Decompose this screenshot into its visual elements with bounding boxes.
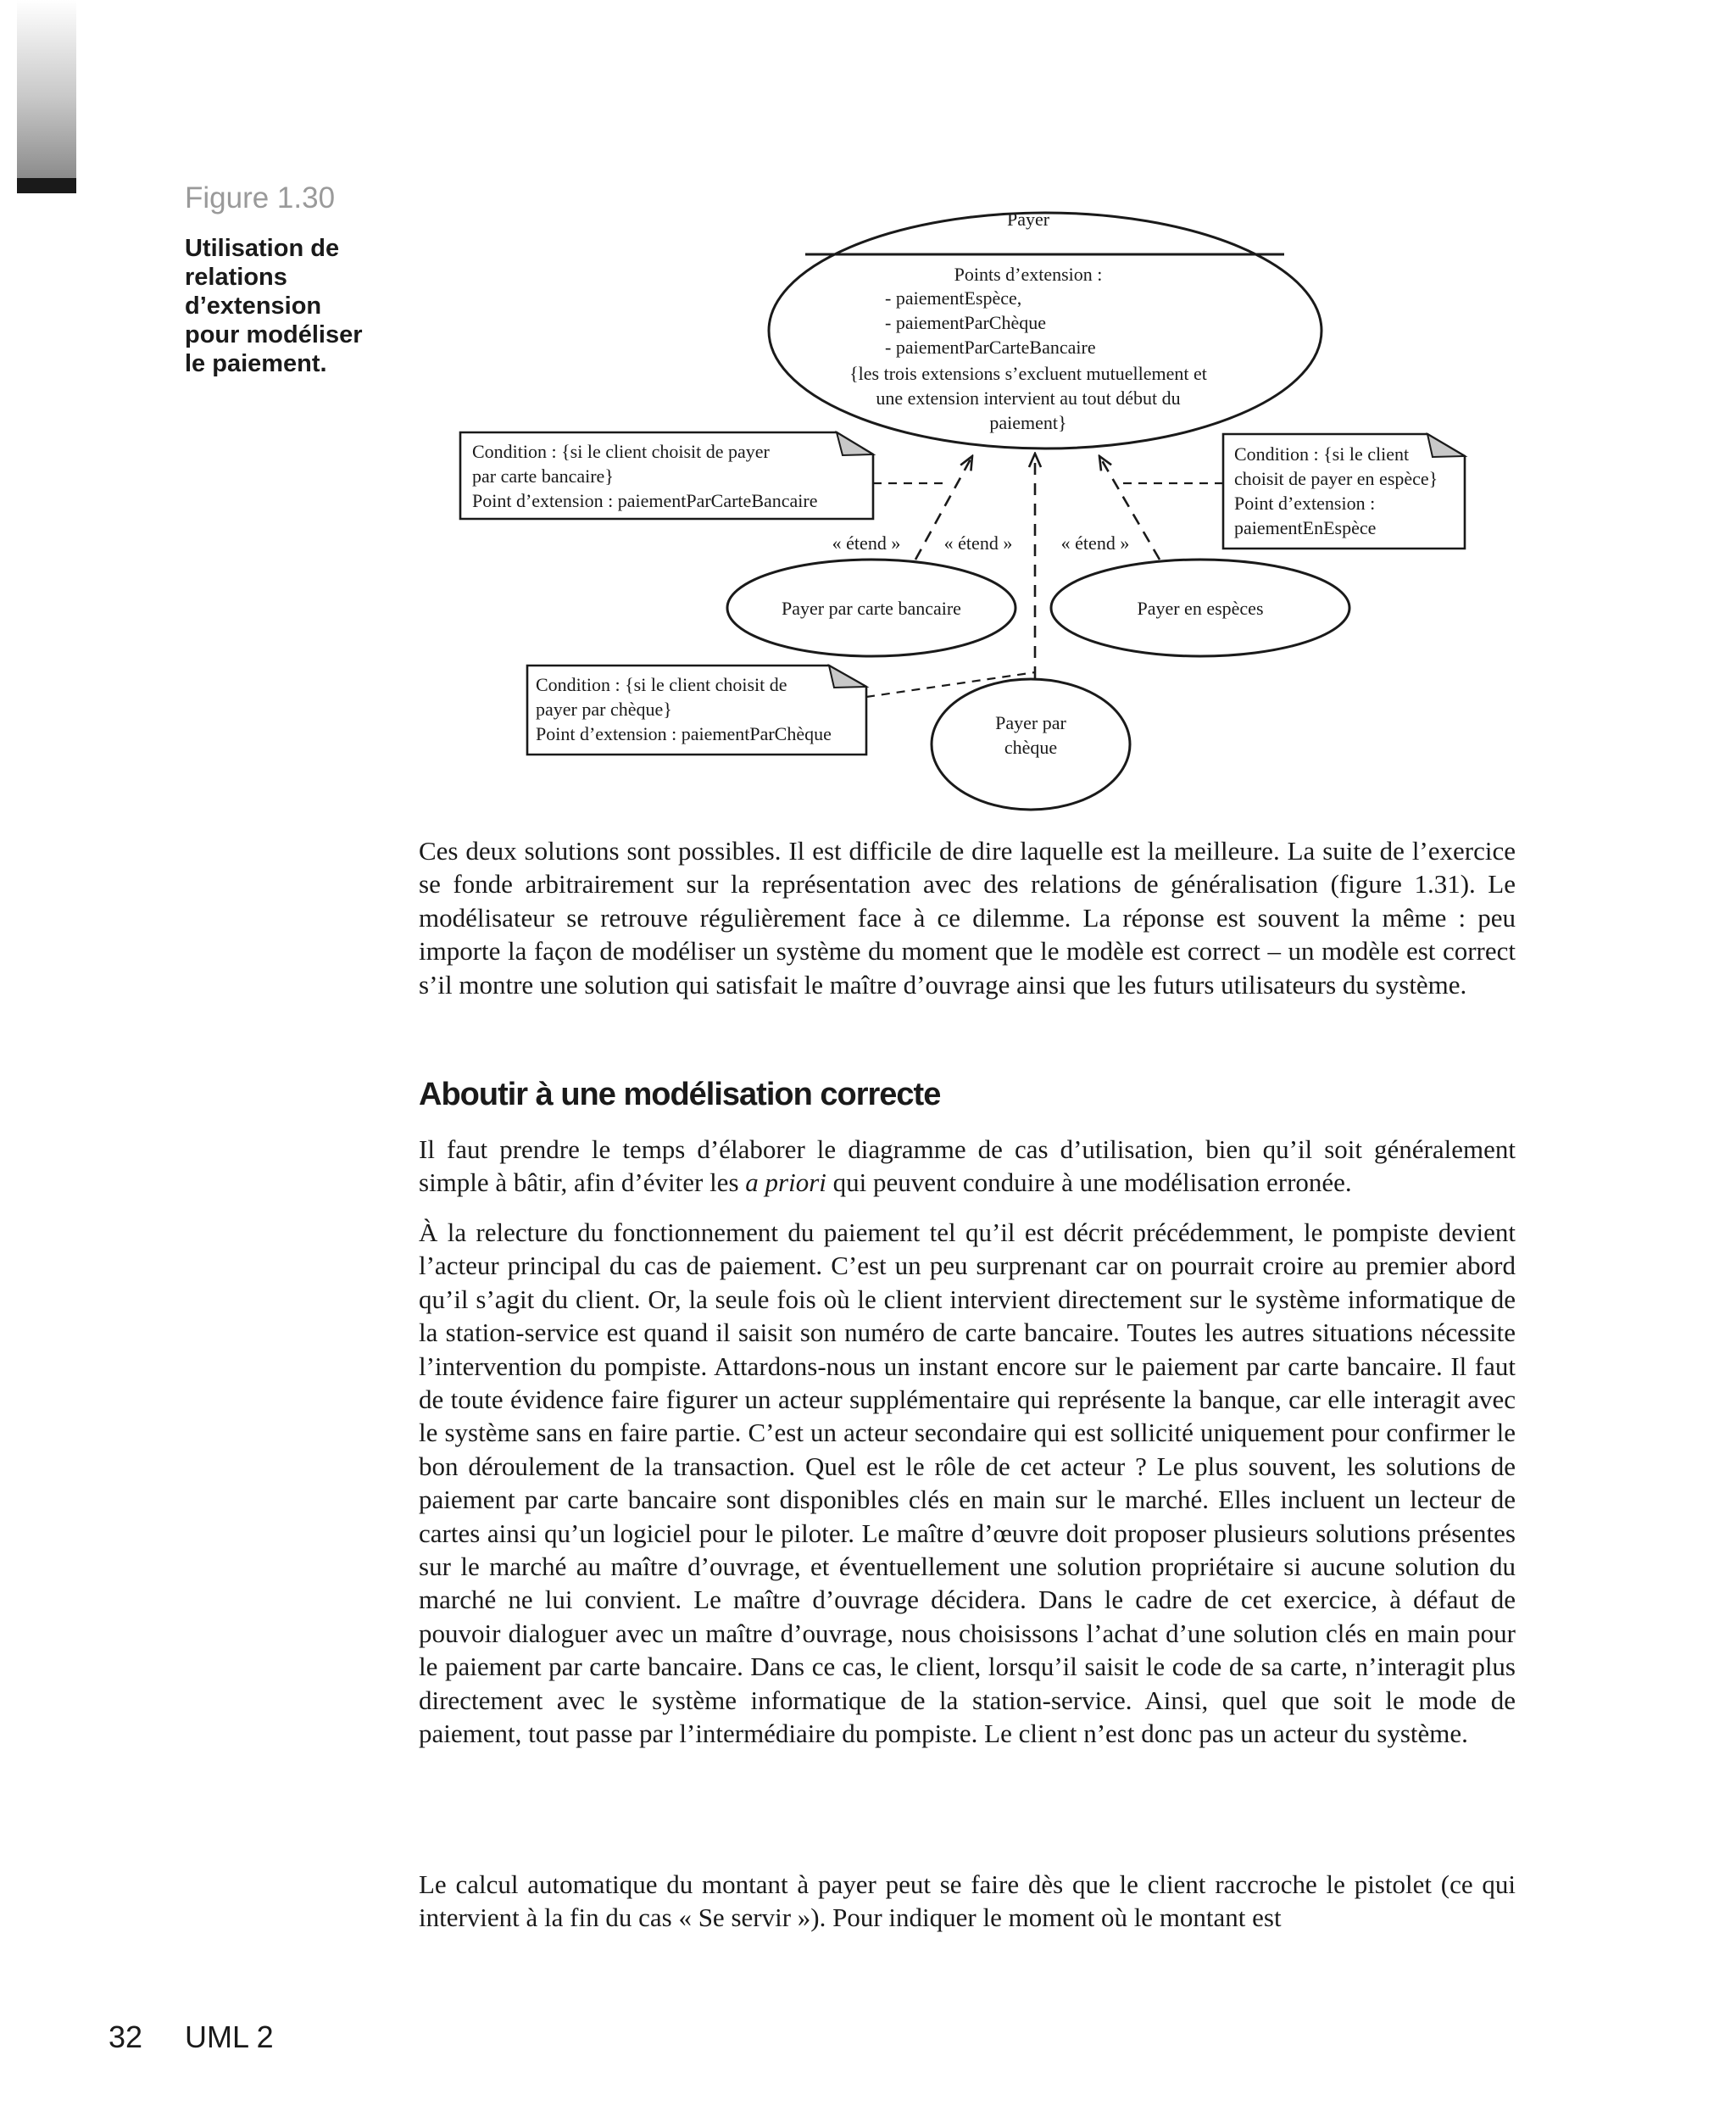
svg-text:Point d’extension : paiementPa: Point d’extension : paiementParCarteBancaire xyxy=(472,490,818,511)
section-title: Aboutir à une modélisation correcte xyxy=(419,1077,941,1112)
extension-point-cheque: - paiementParChèque xyxy=(885,312,1046,333)
svg-text:Condition : {si le client: Condition : {si le client xyxy=(1234,443,1410,465)
svg-text:payer par chèque}: payer par chèque} xyxy=(536,699,672,720)
paragraph-4: Le calcul automatique du montant à payer peut se faire dès que le client raccroche le pistolet (ce qui intervient à la fin du cas « Se servir »). Pour indiquer le moment où le montant est xyxy=(419,1869,1516,1933)
svg-text:Point d’extension :: Point d’extension : xyxy=(1234,493,1376,514)
svg-text:choisit de payer en espèce}: choisit de payer en espèce} xyxy=(1234,468,1438,489)
use-case-cheque xyxy=(932,679,1130,810)
running-title: UML 2 xyxy=(185,2019,274,2054)
extension-points-title: Points d’extension : xyxy=(954,264,1103,285)
use-case-diagram xyxy=(0,0,1736,814)
extension-point-carte: - paiementParCarteBancaire xyxy=(885,337,1096,358)
svg-text:Condition : {si le client choi: Condition : {si le client choisit de xyxy=(536,674,787,695)
italic-a-priori: a priori xyxy=(745,1167,826,1198)
svg-text:paiementEnEspèce: paiementEnEspèce xyxy=(1234,517,1377,538)
extension-point-espece: - paiementEspèce, xyxy=(885,287,1022,309)
use-case-carte xyxy=(727,560,1015,656)
note-especes xyxy=(1223,434,1465,549)
constraint-line-1: {les trois extensions s’excluent mutuellement et xyxy=(849,363,1207,384)
use-case-payer-name: Payer xyxy=(1006,209,1050,230)
use-case-cheque-name-1: Payer par xyxy=(995,712,1066,733)
use-case-especes xyxy=(1051,560,1349,656)
constraint-line-2: une extension intervient au tout début du xyxy=(876,387,1181,409)
figure-number: Figure 1.30 xyxy=(185,181,336,214)
use-case-carte-name: Payer par carte bancaire xyxy=(782,598,961,619)
note-carte xyxy=(460,432,873,519)
page-number: 32 xyxy=(108,2019,143,2054)
stereotype-cheque: « étend » xyxy=(943,532,1013,554)
paragraph-3: À la relecture du fonctionnement du paiement tel qu’il est décrit précédemment, le pompiste devient l’acteur principal du cas de paiement. C’est un peu surprenant car on pourrait croire au premier abord qu’il s’agit du client. Or, la seule fois où le client intervient directement sur le système informatique de la station-service est quand il saisit son numéro de carte bancaire. Toutes les autres situations nécessite l’intervention du pompiste. Attardons-nous un instant encore sur le paiement par carte bancaire. Il faut de toute évidence faire figurer un acteur supplémentaire qui représente la banque, car elle interagit avec le système sans en faire partie. C’est un acteur secondaire qui est sollicité uniquement pour confirmer le bon déroulement de la transaction. Quel est le rôle de cet acteur ? Le plus souvent, les solutions de paiement par carte bancaire sont disponibles clés en main sur le marché. Elles incluent un lecteur de cartes ainsi qu’un logiciel pour le piloter. Le maître d’œuvre doit proposer plusieurs solutions présentes sur le marché au maître d’ouvrage, et éventuellement une solution propriétaire si aucune solution du marché ne lui convient. Le maître d’ouvrage décidera. Dans le cadre de cet exercice, à défaut de pouvoir dialoguer avec un maître d’ouvrage, nous choisissons l’achat d’une solution clés en main pour le paiement par carte bancaire. Dans ce cas, le client, lorsqu’il saisit le code de sa carte, n’interagit plus directement avec le système informatique de la station-service. Ainsi, quel que soit le mode de paiement, tout passe par l’intermédiaire du pompiste. Le client n’est donc pas un acteur du système. xyxy=(419,1217,1516,1749)
note-cheque xyxy=(527,666,866,755)
stereotype-especes: « étend » xyxy=(1060,532,1130,554)
stereotype-carte: « étend » xyxy=(832,532,901,554)
use-case-especes-name: Payer en espèces xyxy=(1137,598,1264,619)
paragraph-1: Ces deux solutions sont possibles. Il est difficile de dire laquelle est la meilleure. La suite de l’exercice se fonde arbitrairement sur la représentation avec des relations de généralisation (figure 1.31). Le modélisateur se retrouve régulièrement face à ce dilemme. La réponse est souvent la même : peu importe la façon de modéliser un système du moment que le modèle est correct – un modèle est correct s’il montre une solution qui satisfait le maître d’ouvrage ainsi que les futurs utilisateurs du système. xyxy=(419,836,1516,1000)
paragraph-2: Il faut prendre le temps d’élaborer le diagramme de cas d’utilisation, bien qu’il soit généralement simple à bâtir, afin d’éviter les a priori qui peuvent conduire à une modélisation erronée. xyxy=(419,1134,1516,1198)
svg-text:Condition : {si le client choi: Condition : {si le client choisit de payer xyxy=(472,441,770,462)
constraint-line-3: paiement} xyxy=(989,412,1067,433)
use-case-payer xyxy=(769,209,1321,448)
figure-caption: Utilisation de relations d’extension pour modéliser le paiement. xyxy=(185,235,363,377)
svg-text:Point d’extension : paiementPa: Point d’extension : paiementParChèque xyxy=(536,723,832,744)
svg-text:par carte bancaire}: par carte bancaire} xyxy=(472,465,614,487)
use-case-cheque-name-2: chèque xyxy=(1004,737,1058,758)
